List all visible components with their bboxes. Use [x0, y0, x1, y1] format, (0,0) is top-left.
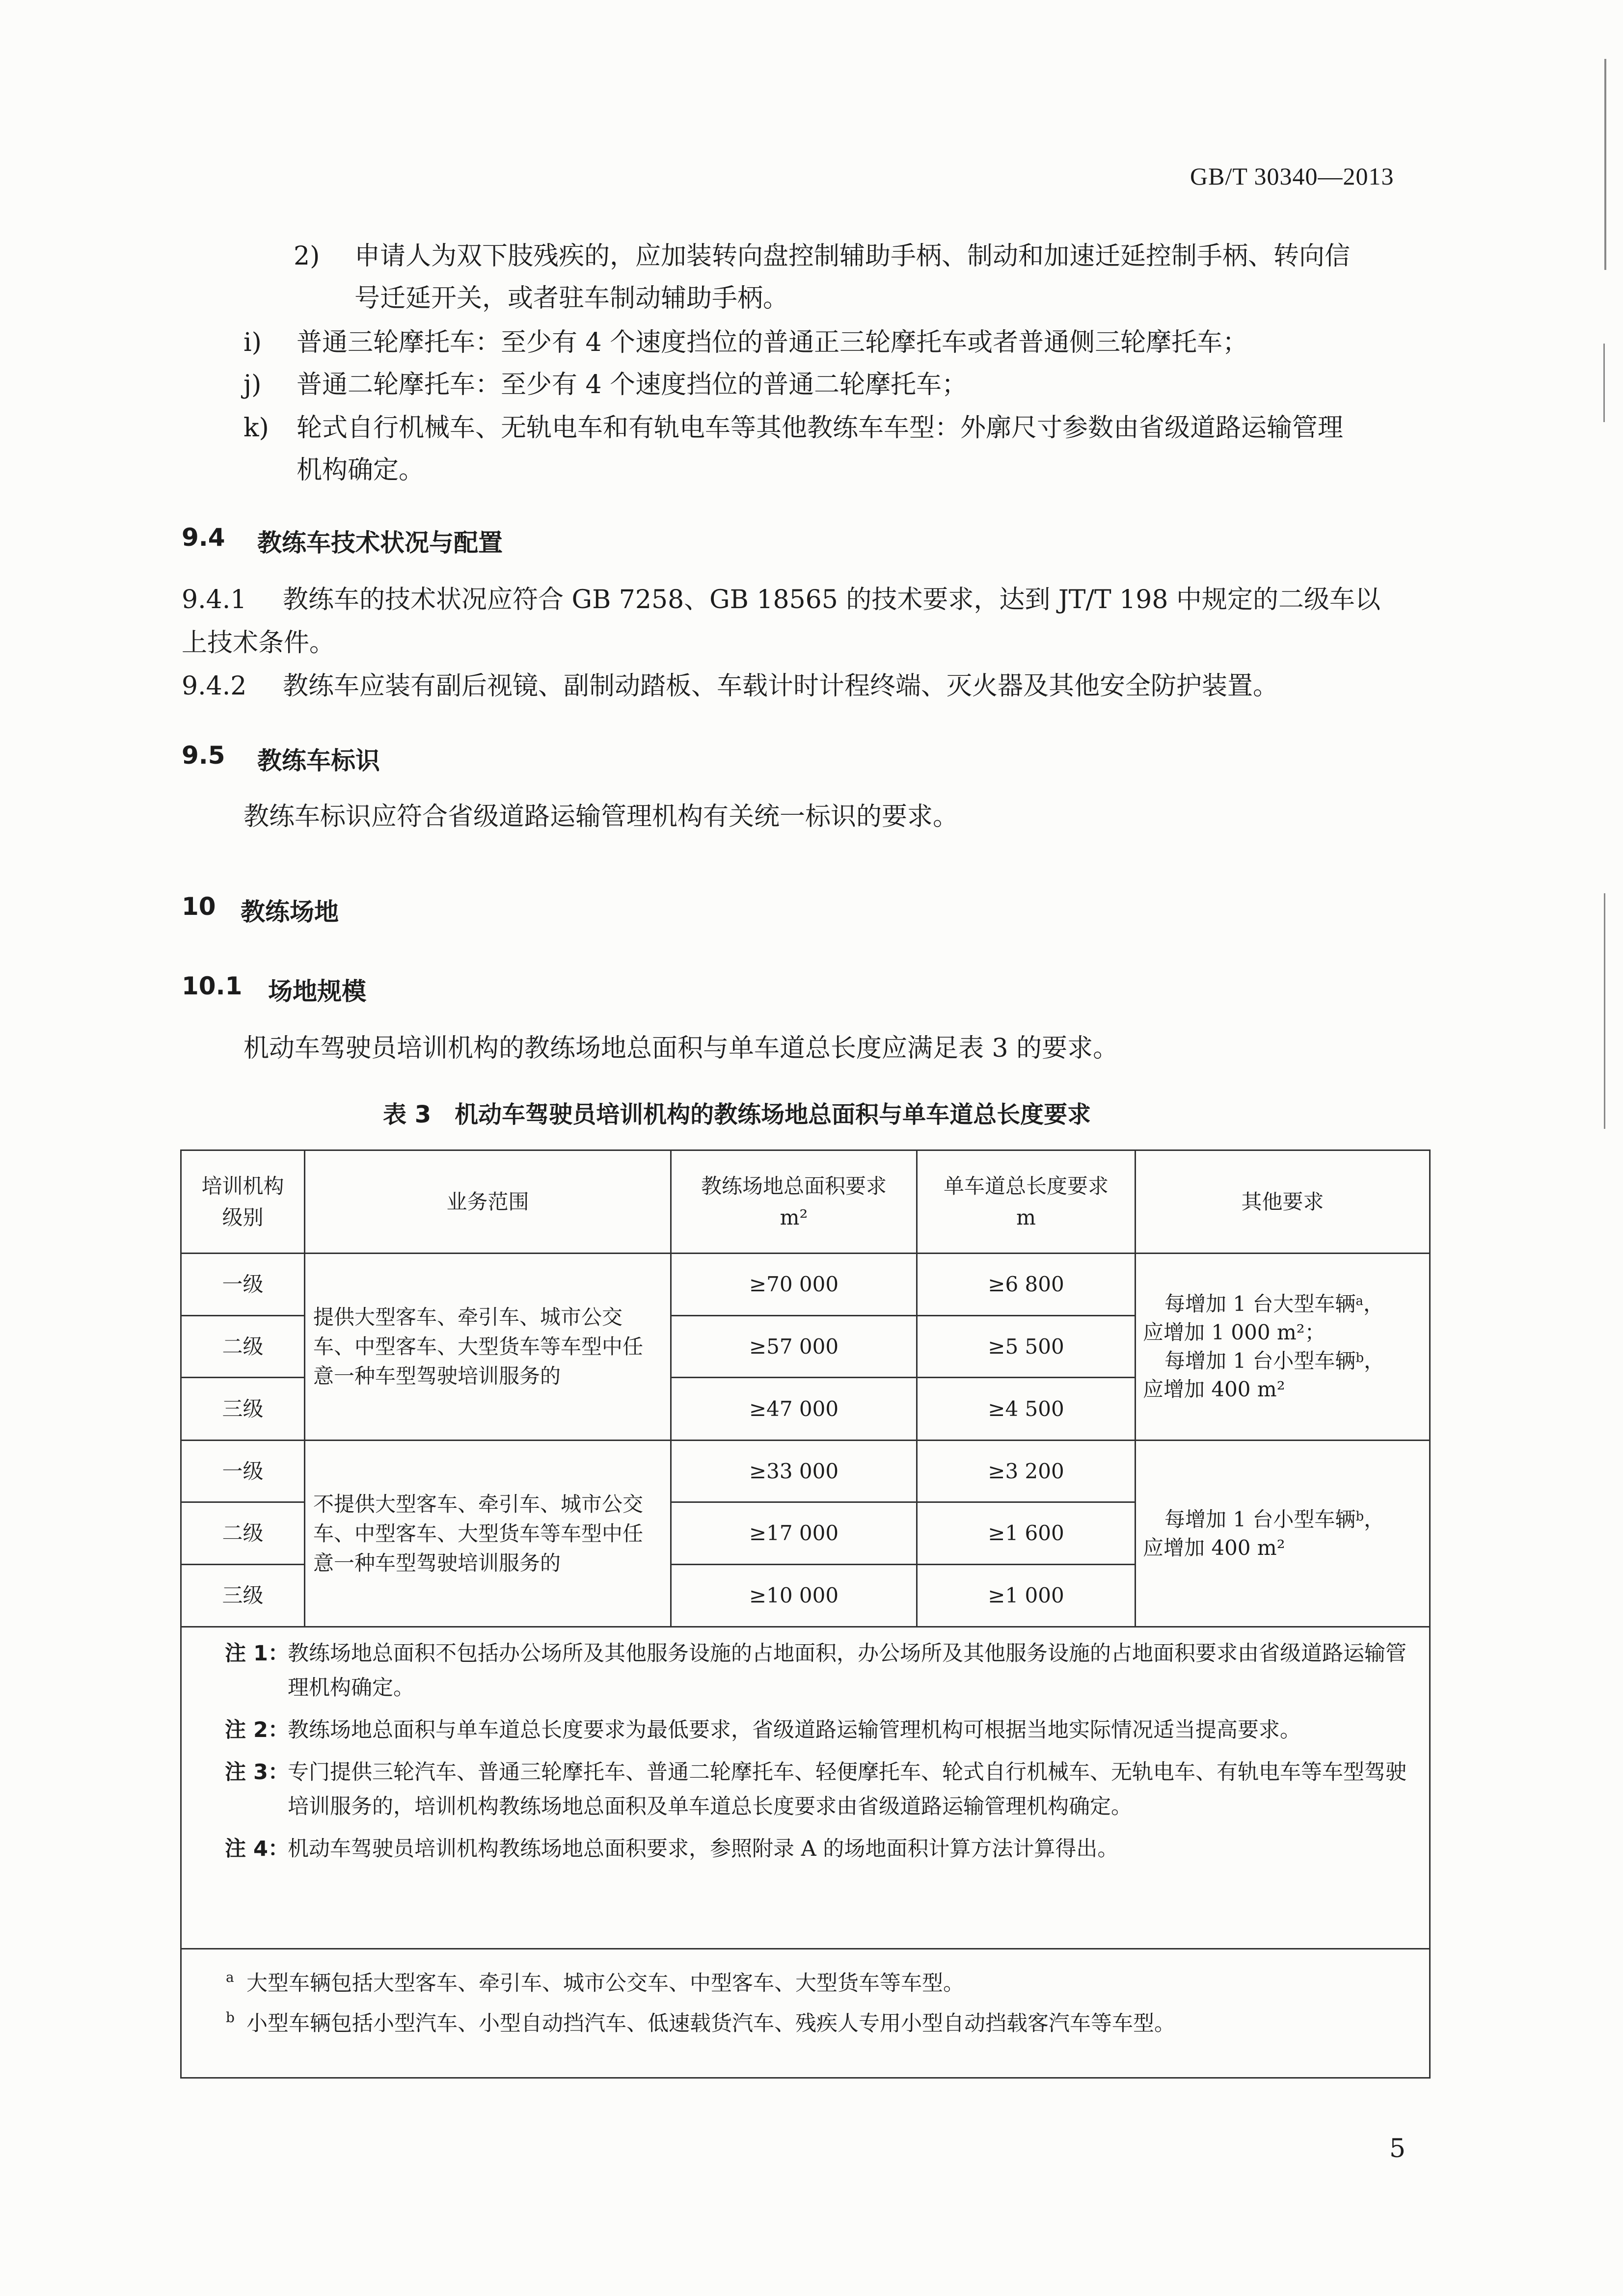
other-requirements-cell: 每增加 1 台小型车辆$^b$， 应增加 400 m² [1136, 1440, 1430, 1627]
header-length: 单车道总长度要求 m [917, 1150, 1136, 1254]
scan-edge-mark [1603, 344, 1605, 422]
level-cell: 三级 [181, 1378, 305, 1440]
page-number: 5 [1389, 2134, 1406, 2163]
area-cell: ≥47 000 [671, 1378, 917, 1440]
list-item-label: k) [243, 413, 269, 443]
scope-cell: 不提供大型客车、牵引车、城市公交车、中型客车、大型货车等车型中任意一种车型驾驶培训服务的 [305, 1440, 671, 1627]
length-cell: ≥1 600 [917, 1502, 1136, 1564]
section-number: 9.5 [182, 741, 225, 770]
list-item-text: 号迁延开关，或者驻车制动辅助手柄。 [354, 284, 789, 313]
list-item-text: 普通三轮摩托车：至少有 4 个速度挡位的普通正三轮摩托车或者普通侧三轮摩托车； [297, 328, 1248, 357]
length-cell: ≥6 800 [917, 1254, 1136, 1315]
area-cell: ≥17 000 [671, 1502, 917, 1564]
section-number: 10.1 [182, 972, 243, 1000]
other-requirements-cell: 每增加 1 台大型车辆$^a$， 应增加 1 000 m²； 每增加 1 台小型车辆$^b$， 应增加 400 m² [1136, 1254, 1430, 1440]
list-item-text: 机构确定。 [297, 455, 425, 485]
list-item-label: 2) [294, 241, 320, 271]
section-title: 教练车技术状况与配置 [257, 529, 503, 557]
site-requirements-table [180, 1149, 1431, 2079]
section-number: 10 [182, 892, 216, 921]
list-item-text: 申请人为双下肢残疾的，应加装转向盘控制辅助手柄、制动和加速迁延控制手柄、转向信 [354, 241, 1351, 271]
level-cell: 三级 [181, 1564, 305, 1627]
scan-edge-mark [1604, 893, 1605, 1129]
section-title: 教练场地 [241, 898, 339, 926]
level-cell: 一级 [181, 1440, 305, 1502]
paragraph: 机动车驾驶员培训机构的教练场地总面积与单车道总长度应满足表 3 的要求。 [243, 1034, 1119, 1063]
clause-number: 9.4.2 [182, 671, 247, 701]
section-title: 教练车标识 [257, 747, 380, 775]
clause-text: 教练车的技术状况应符合 GB 7258、GB 18565 的技术要求，达到 JT/T 198 中规定的二级车以 [283, 585, 1380, 614]
table-note: 注 2： 教练场地总面积与单车道总长度要求为最低要求，省级道路运输管理机构可根据当地实际情况适当提高要求。 [225, 1718, 1301, 1743]
list-item-label: j) [243, 370, 262, 400]
list-item-label: i) [243, 328, 262, 357]
header-level: 培训机构 级别 [181, 1150, 305, 1254]
clause-text: 上技术条件。 [182, 628, 335, 658]
list-item-text: 普通二轮摩托车：至少有 4 个速度挡位的普通二轮摩托车； [297, 370, 968, 400]
paragraph: 教练车标识应符合省级道路运输管理机构有关统一标识的要求。 [243, 802, 959, 831]
table-caption: 表 3 机动车驾驶员培训机构的教练场地总面积与单车道总长度要求 [383, 1101, 1091, 1128]
table-note: 注 3： 专门提供三轮汽车、普通三轮摩托车、普通二轮摩托车、轻便摩托车、轮式自行机械车、无轨电车、有轨电车等车型驾驶培训服务的，培训机构教练场地总面积及单车道总长度要求由省级道路运输管理机构确定。 [225, 1760, 1407, 1819]
table-footnote: a 大型车辆包括大型客车、牵引车、城市公交车、中型客车、大型货车等车型。 [226, 1969, 964, 1996]
header-other: 其他要求 [1136, 1150, 1430, 1254]
length-cell: ≥4 500 [917, 1378, 1136, 1440]
header-scope: 业务范围 [305, 1150, 671, 1254]
list-item-text: 轮式自行机械车、无轨电车和有轨电车等其他教练车车型：外廓尺寸参数由省级道路运输管理 [297, 413, 1344, 443]
length-cell: ≥3 200 [917, 1440, 1136, 1502]
table-note: 注 4： 机动车驾驶员培训机构教练场地总面积要求，参照附录 A 的场地面积计算方法计算得出。 [225, 1837, 1119, 1862]
area-cell: ≥10 000 [671, 1564, 917, 1627]
level-cell: 一级 [181, 1254, 305, 1315]
level-cell: 二级 [181, 1502, 305, 1564]
level-cell: 二级 [181, 1315, 305, 1377]
clause-number: 9.4.1 [182, 585, 247, 614]
area-cell: ≥70 000 [671, 1254, 917, 1315]
standard-number: GB/T 30340—2013 [1190, 162, 1394, 190]
area-cell: ≥33 000 [671, 1440, 917, 1502]
length-cell: ≥1 000 [917, 1564, 1136, 1627]
table-footnote: b 小型车辆包括小型汽车、小型自动挡汽车、低速载货汽车、残疾人专用小型自动挡载客汽车等车型。 [226, 2009, 1175, 2036]
length-cell: ≥5 500 [917, 1315, 1136, 1377]
scan-edge-mark [1604, 59, 1606, 270]
table-footnotes [181, 1949, 1430, 2078]
clause-text: 教练车应装有副后视镜、副制动踏板、车载计时计程终端、灭火器及其他安全防护装置。 [283, 671, 1279, 701]
table-notes [181, 1627, 1430, 1949]
section-number: 9.4 [182, 523, 225, 552]
section-title: 场地规模 [268, 977, 366, 1006]
area-cell: ≥57 000 [671, 1315, 917, 1377]
scope-cell: 提供大型客车、牵引车、城市公交车、中型客车、大型货车等车型中任意一种车型驾驶培训服务的 [305, 1254, 671, 1440]
header-area: 教练场地总面积要求 m² [671, 1150, 917, 1254]
table-note: 注 1： 教练场地总面积不包括办公场所及其他服务设施的占地面积，办公场所及其他服务设施的占地面积要求由省级道路运输管理机构确定。 [225, 1641, 1407, 1701]
